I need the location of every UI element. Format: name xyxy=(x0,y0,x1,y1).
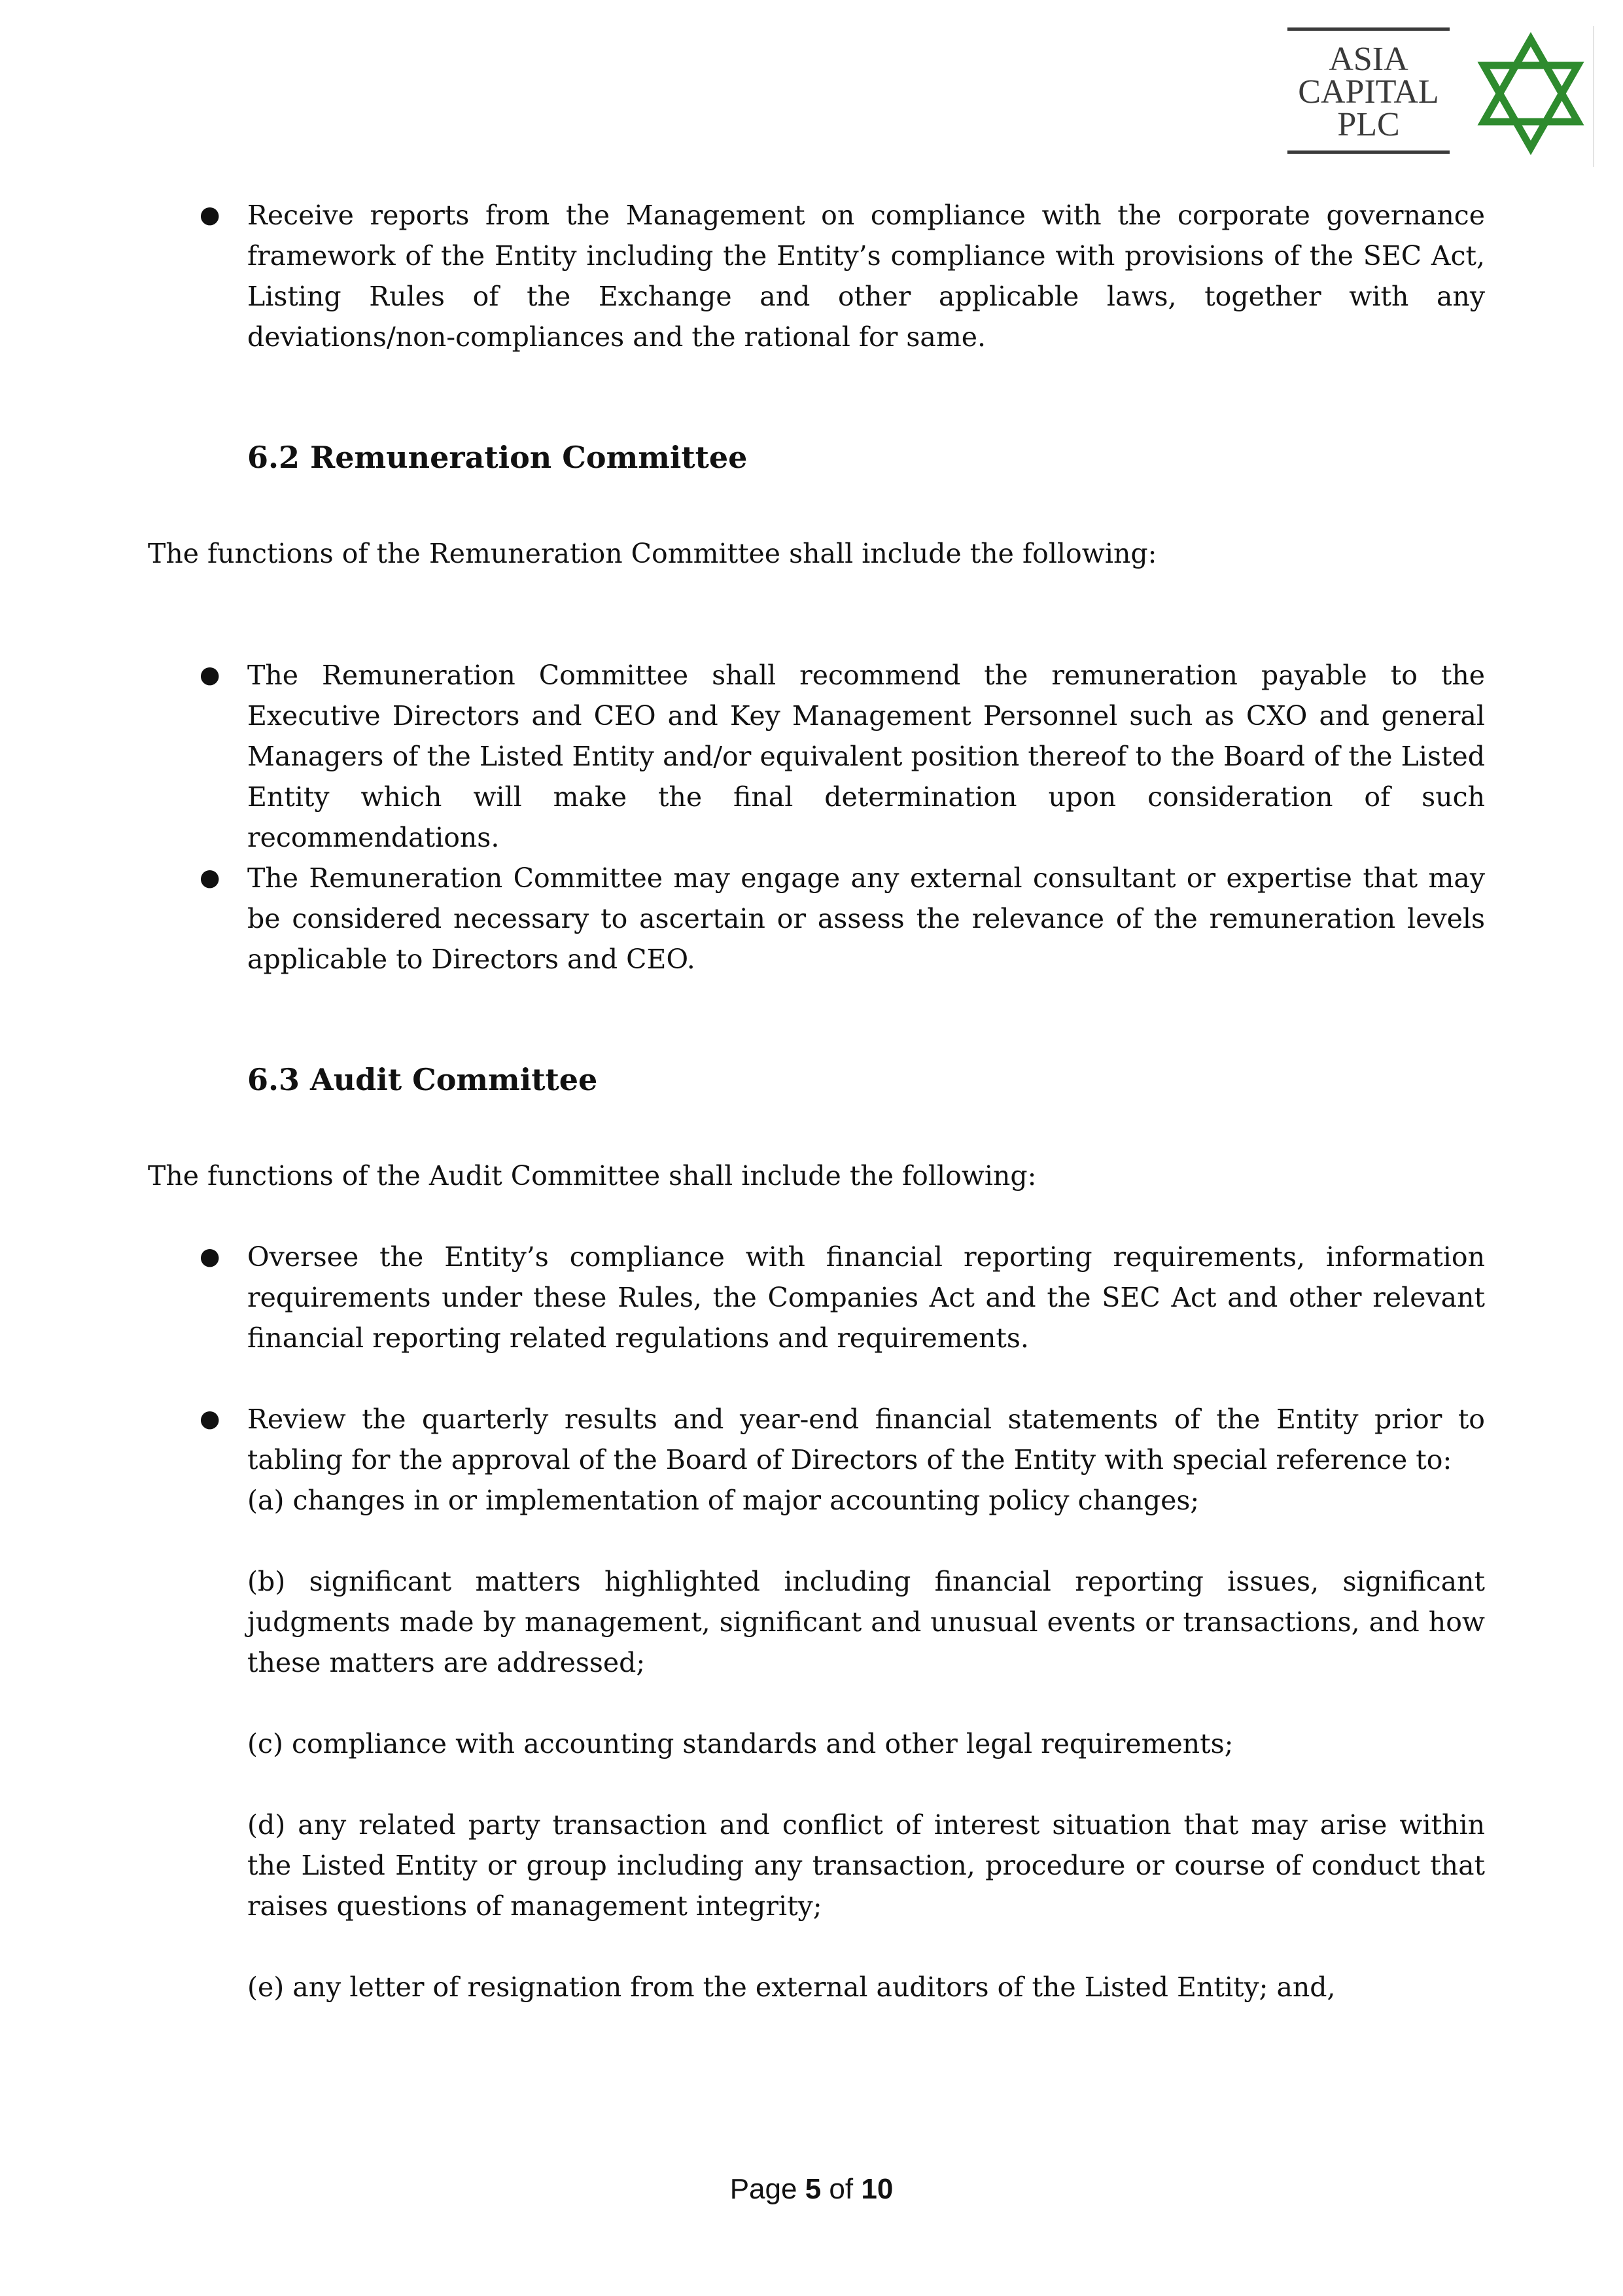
sub-item-d: (d) any related party transaction and conflict of interest situation that may arise within the Listed Entity or group including any transaction, procedure or course of conduct that raises questions of management integrity; xyxy=(247,1809,1485,1922)
sub-item-a: (a) changes in or implementation of major accounting policy changes; xyxy=(247,1485,1200,1516)
logo-text-line-3: PLC xyxy=(1337,106,1400,143)
list-item: Oversee the Entity’s compliance with financial reporting requirements, information requirements under these Rules, the Companies Act and the SEC Act and other relevant financial reporting related regulations and requirements. xyxy=(247,1241,1485,1354)
section-heading-6-2: 6.2 Remuneration Committee xyxy=(247,440,748,475)
section-intro-6-3: The functions of the Audit Committee shall include the following: xyxy=(148,1160,1037,1192)
page-footer xyxy=(0,2171,1623,2208)
list-item: The Remuneration Committee may engage any external consultant or expertise that may be considered necessary to ascertain or assess the relevance of the remuneration levels applicable to Directors and CEO. xyxy=(247,862,1485,975)
current-page-number: 5 xyxy=(805,2173,822,2205)
list-item: Review the quarterly results and year-end financial statements of the Entity prior to tabling for the approval of the Board of Directors of the Entity with special reference to: xyxy=(247,1404,1485,1475)
bullet-marker: ● xyxy=(200,864,220,891)
bullet-marker: ● xyxy=(200,1243,220,1270)
section-heading-6-3: 6.3 Audit Committee xyxy=(247,1062,598,1097)
sub-item-b: (b) significant matters highlighted including financial reporting issues, significant judgments made by management, significant and unusual events or transactions, and how these matters are addressed; xyxy=(247,1566,1485,1678)
list-item: The Remuneration Committee shall recommend the remuneration payable to the Executive Directors and CEO and Key Management Personnel such as CXO and general Managers of the Listed Entity and/or equivalent position thereof to the Board of the Listed Entity which will make the final determination upon consideration of such recommendations. xyxy=(247,660,1485,853)
star-logo-icon xyxy=(1472,31,1590,156)
company-logo xyxy=(1282,26,1596,164)
bullet-marker: ● xyxy=(200,662,220,688)
logo-text-line-1: ASIA xyxy=(1329,41,1408,78)
list-item: Receive reports from the Management on compliance with the corporate governance framework of the Entity including the Entity’s compliance with provisions of the SEC Act, Listing Rules of the Exchange and other applicable laws, together with any deviations/non-compliances and the rational for same. xyxy=(247,200,1485,353)
page-label: Page xyxy=(729,2173,797,2205)
sub-item-c: (c) compliance with accounting standards and other legal requirements; xyxy=(247,1728,1234,1759)
logo-text-line-2: CAPITAL xyxy=(1298,73,1439,111)
total-page-count: 10 xyxy=(861,2173,894,2205)
logo-top-rule xyxy=(1287,27,1450,31)
logo-edge-line xyxy=(1593,26,1594,167)
logo-bottom-rule xyxy=(1287,150,1450,154)
bullet-marker: ● xyxy=(200,1405,220,1432)
section-intro-6-2: The functions of the Remuneration Committee shall include the following: xyxy=(148,538,1157,569)
page-of-label: of xyxy=(829,2173,854,2205)
bullet-marker: ● xyxy=(200,202,220,228)
sub-item-e: (e) any letter of resignation from the external auditors of the Listed Entity; and, xyxy=(247,1971,1336,2003)
